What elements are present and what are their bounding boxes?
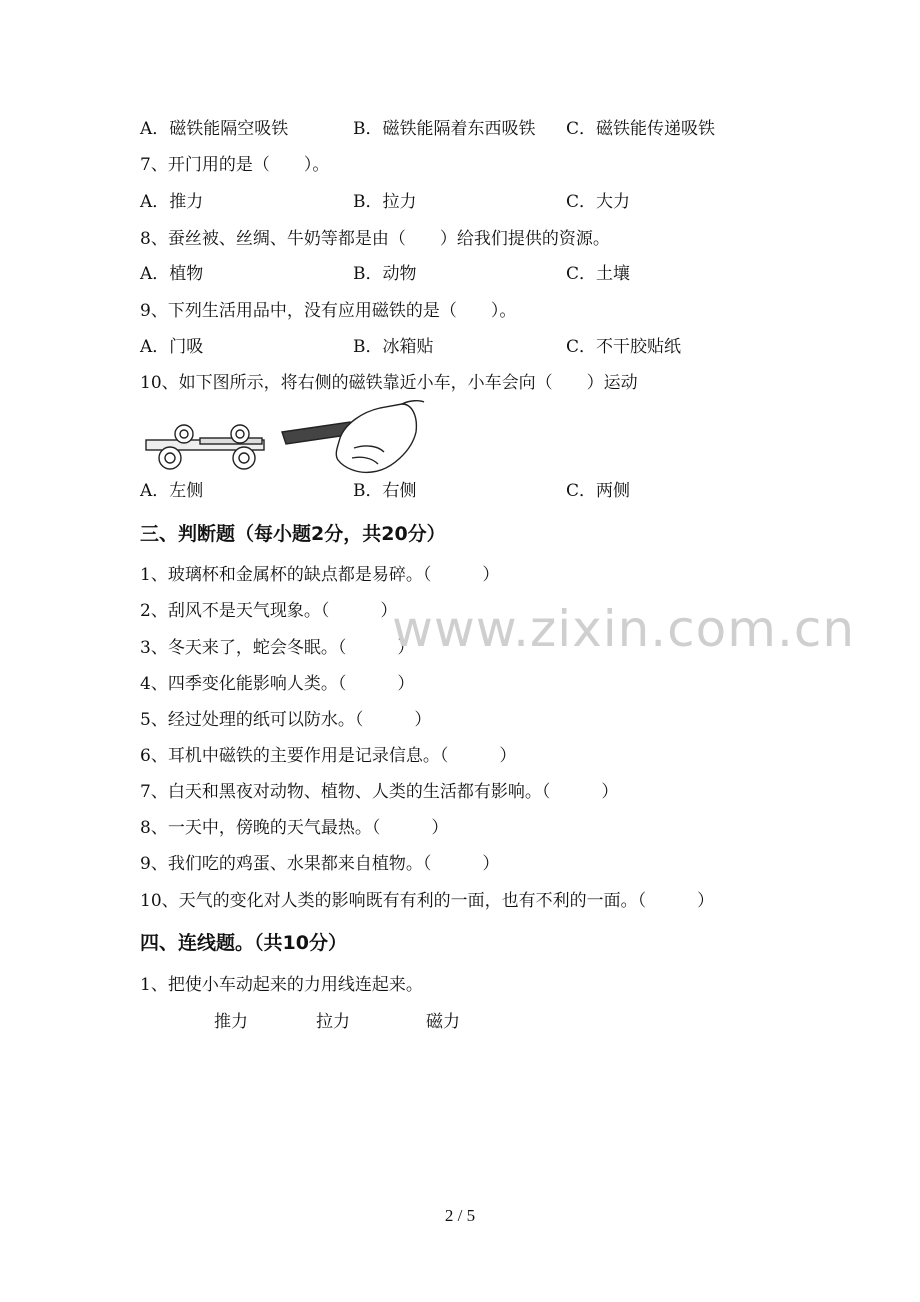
q10-option-b: B．右侧: [353, 481, 417, 501]
judge-item-4: 4、四季变化能影响人类。（ ）: [140, 674, 415, 694]
q9-option-b: B．冰箱贴: [353, 337, 434, 357]
q8-option-c: C．土壤: [566, 264, 631, 284]
force-push-label: 推力: [214, 1012, 248, 1032]
page-number: 2 / 5: [444, 1206, 476, 1225]
q9-option-a: A．门吸: [140, 337, 204, 357]
q6-option-a: A．磁铁能隔空吸铁: [140, 119, 289, 139]
q7-option-c: C．大力: [566, 192, 631, 212]
watermark: www.zixin.com.cn: [392, 600, 856, 658]
hand-with-magnet-icon: [282, 401, 424, 473]
toy-car-icon: [146, 425, 264, 469]
section-4-title: 四、连线题。（共10分）: [140, 932, 347, 954]
q8-option-a: A．植物: [140, 264, 204, 284]
judge-item-8: 8、一天中，傍晚的天气最热。（ ）: [140, 818, 449, 838]
q10-option-c: C．两侧: [566, 481, 631, 501]
q6-option-c: C．磁铁能传递吸铁: [566, 119, 716, 139]
judge-item-6: 6、耳机中磁铁的主要作用是记录信息。（ ）: [140, 746, 517, 766]
judge-item-5: 5、经过处理的纸可以防水。（ ）: [140, 710, 432, 730]
q6-option-b: B．磁铁能隔着东西吸铁: [353, 119, 536, 139]
car-and-magnet-illustration: [140, 398, 440, 478]
q10-option-a: A．左侧: [140, 481, 204, 501]
question-7: 7、开门用的是（ ）。: [140, 155, 330, 175]
force-pull-label: 拉力: [316, 1012, 350, 1032]
question-10: 10、如下图所示，将右侧的磁铁靠近小车，小车会向（ ）运动: [140, 373, 638, 393]
section-3-title: 三、判断题（每小题2分，共20分）: [140, 523, 446, 545]
question-8: 8、蚕丝被、丝绸、牛奶等都是由（ ）给我们提供的资源。: [140, 229, 610, 249]
judge-item-3: 3、冬天来了，蛇会冬眠。（ ）: [140, 638, 415, 658]
judge-item-2: 2、刮风不是天气现象。（ ）: [140, 601, 398, 621]
judge-item-7: 7、白天和黑夜对动物、植物、人类的生活都有影响。（ ）: [140, 782, 619, 802]
q8-option-b: B．动物: [353, 264, 417, 284]
force-magnetic-label: 磁力: [426, 1012, 460, 1032]
q7-option-a: A．推力: [140, 192, 204, 212]
judge-item-1: 1、玻璃杯和金属杯的缺点都是易碎。（ ）: [140, 565, 500, 585]
judge-item-9: 9、我们吃的鸡蛋、水果都来自植物。（ ）: [140, 854, 500, 874]
judge-item-10: 10、天气的变化对人类的影响既有有利的一面，也有不利的一面。（ ）: [140, 891, 715, 911]
matching-question-1: 1、把使小车动起来的力用线连起来。: [140, 975, 423, 995]
q7-option-b: B．拉力: [353, 192, 417, 212]
q9-option-c: C．不干胶贴纸: [566, 337, 682, 357]
question-9: 9、下列生活用品中，没有应用磁铁的是（ ）。: [140, 301, 517, 321]
